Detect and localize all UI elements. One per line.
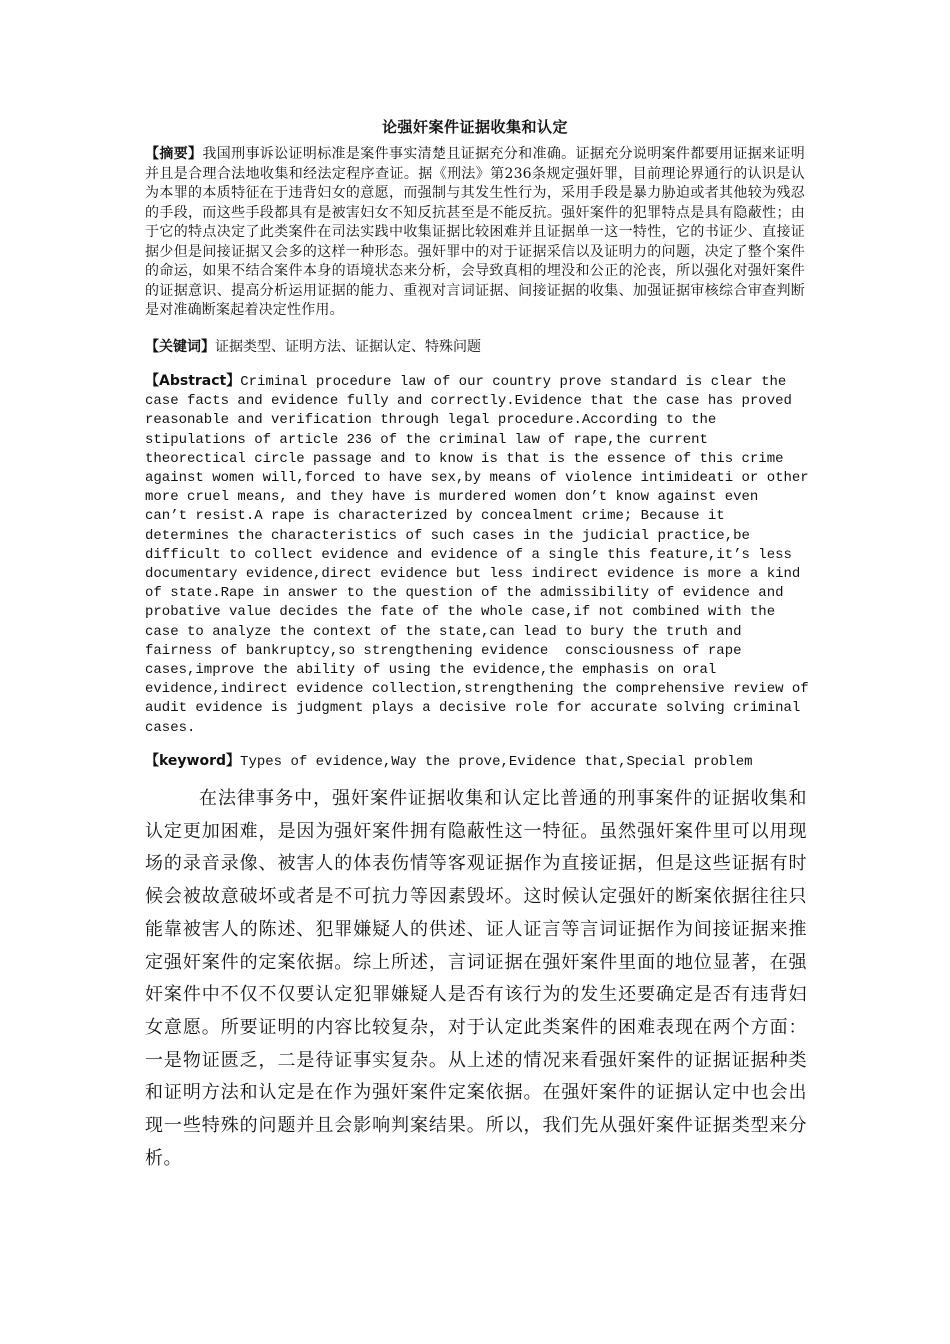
abstract-chinese [145,145,805,321]
body-paragraph: 在法律事务中，强奸案件证据收集和认定比普通的刑事案件的证据收集和认定更加困难，是因为强奸案件拥有隐蔽性这一特征。虽然强奸案件里可以用现场的录音录像、被害人的体表伤情等客观证据作为直接证据，但是这些证据有时候会被故意破坏或者是不可抗力等因素毁坏。这时候认定强奸的断案依据往往只能靠被害人的陈述、犯罪嫌疑人的供述、证人证言等言词证据作为间接证据来推定强奸案件的定案依据。综上所述，言词证据在强奸案件里面的地位显著，在强奸案件中不仅不仅要认定犯罪嫌疑人是否有该行为的发生还要确定是否有违背妇女意愿。所要证明的内容比较复杂，对于认定此类案件的困难表现在两个方面：一是物证匮乏，二是待证事实复杂。从上述的情况来看强奸案件的证据证据种类和证明方法和认定是在作为强奸案件定案依据。在强奸案件的证据认定中也会出现一些特殊的问题并且会影响判案结果。所以，我们先从强奸案件证据类型来分析。 [145,788,807,1169]
abstract-en-text: Criminal procedure law of our country prove standard is clear the case facts and evidence fully and correctly.Evidence that the case has proved reasonable and verification through legal procedure.According to the stipulations of article 236 of the criminal law of rape,the current theorectical circle passage and to know is that is the essence of this crime against women will,forced to have sex,by means of violence intimideati or other more cruel means, and they have is murdered women don’t know against even can’t resist.A rape is characterized by concealment crime; Because it determines the characteristics of such cases in the judicial practice,be difficult to collect evidence and evidence of a single this feature,it’s less documentary evidence,direct evidence but less indirect evidence is more a kind of state.Rape in answer to the question of the admissibility of evidence and probative value decides the fate of the whole case,if not combined with the case to analyze the context of the state,can lead to bury the truth and fairness of bankruptcy,so strengthening evidence consciousness of rape cases,improve the ability of using the evidence,the emphasis on oral evidence,indirect evidence collection,strengthening the comprehensive review of audit evidence is judgment plays a decisive role for accurate solving criminal cases. [145,374,809,736]
keywords-cn-text: 证据类型、证明方法、证据认定、特殊问题 [215,339,481,355]
keywords-english [145,751,809,772]
keywords-cn-label: 【关键词】 [145,339,215,355]
abstract-cn-label: 【摘要】 [145,146,203,162]
keywords-en-text: Types of evidence,Way the prove,Evidence that,Special problem [240,754,753,770]
document-title: 论强奸案件证据收集和认定 [381,118,568,136]
abstract-en-label: 【Abstract】 [145,373,241,389]
keywords-en-label: 【keyword】 [145,753,241,769]
abstract-cn-text: 我国刑事诉讼证明标准是案件事实清楚且证据充分和准确。证据充分说明案件都要用证据来证明并且是合理合法地收集和经法定程序查证。据《刑法》第236条规定强奸罪，目前理论界通行的认识是认为本罪的本质特征在于违背妇女的意愿，而强制与其发生性行为，采用手段是暴力胁迫或者其他较为残忍的手段，而这些手段都具有是被害妇女不知反抗甚至是不能反抗。强奸案件的犯罪特点是具有隐蔽性；由于它的特点决定了此类案件在司法实践中收集证据比较困难并且证据单一这一特性，它的书证少、直接证据少但是间接证据又会多的这样一种形态。强奸罪中的对于证据采信以及证明力的问题，决定了整个案件的命运，如果不结合案件本身的语境状态来分析，会导致真相的埋没和公正的沦丧，所以强化对强奸案件的证据意识、提高分析运用证据的能力、重视对言词证据、间接证据的收集、加强证据审核综合审查判断是对准确断案起着决定性作用。 [145,146,805,318]
abstract-english [145,372,809,738]
keywords-chinese [145,337,805,357]
